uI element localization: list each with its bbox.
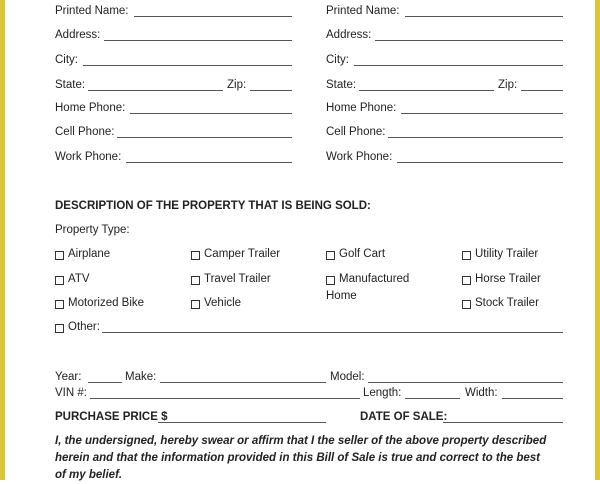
date-of-sale-label: DATE OF SALE: <box>360 411 448 423</box>
model-field[interactable] <box>368 382 563 383</box>
manufactured-home-checkbox[interactable] <box>326 276 335 285</box>
buyer-printed-name-field[interactable] <box>405 16 563 17</box>
buyer-address-label: Address: <box>326 29 372 41</box>
make-label: Make: <box>125 371 157 383</box>
make-field[interactable] <box>160 382 326 383</box>
purchase-price-field[interactable] <box>158 422 326 423</box>
seller-city-label: City: <box>55 54 78 66</box>
length-label: Length: <box>363 387 402 399</box>
buyer-city-label: City: <box>326 54 349 66</box>
seller-work-phone-field[interactable] <box>126 162 292 163</box>
buyer-zip-field[interactable] <box>521 90 563 91</box>
seller-work-phone-label: Work Phone: <box>55 151 122 163</box>
utility-trailer-checkbox[interactable] <box>462 251 471 260</box>
seller-printed-name-field[interactable] <box>134 16 292 17</box>
seller-home-phone-label: Home Phone: <box>55 102 126 114</box>
motorized-bike-checkbox[interactable] <box>55 300 64 309</box>
buyer-cell-phone-label: Cell Phone: <box>326 126 386 138</box>
buyer-printed-name-label: Printed Name: <box>326 5 400 17</box>
seller-cell-phone-label: Cell Phone: <box>55 126 115 138</box>
date-of-sale-field[interactable] <box>443 422 563 423</box>
page-border-right <box>595 0 600 480</box>
year-label: Year: <box>55 371 82 383</box>
manufactured-home-label: Home <box>326 290 357 302</box>
buyer-cell-phone-field[interactable] <box>388 137 563 138</box>
airplane-checkbox[interactable] <box>55 251 64 260</box>
purchase-price-label: PURCHASE PRICE $ <box>55 411 168 423</box>
stock-trailer-checkbox[interactable] <box>462 300 471 309</box>
year-field[interactable] <box>88 382 122 383</box>
seller-zip-label: Zip: <box>227 79 247 91</box>
travel-trailer-checkbox[interactable] <box>191 276 200 285</box>
width-label: Width: <box>465 387 498 399</box>
horse-trailer-checkbox[interactable] <box>462 276 471 285</box>
page-border-left <box>0 0 5 480</box>
width-field[interactable] <box>502 398 563 399</box>
length-field[interactable] <box>405 398 460 399</box>
vehicle-label: Vehicle <box>204 297 242 309</box>
seller-zip-field[interactable] <box>250 90 292 91</box>
travel-trailer-label: Travel Trailer <box>204 273 271 285</box>
airplane-label: Airplane <box>68 248 111 260</box>
property-heading: DESCRIPTION OF THE PROPERTY THAT IS BEING SOLD: <box>55 200 371 212</box>
seller-printed-name-label: Printed Name: <box>55 5 129 17</box>
atv-label: ATV <box>68 273 90 285</box>
seller-state-field[interactable] <box>88 90 223 91</box>
vin-field[interactable] <box>90 398 360 399</box>
buyer-work-phone-field[interactable] <box>397 162 563 163</box>
other-checkbox[interactable] <box>55 324 64 333</box>
property-type-label: Property Type: <box>55 224 130 236</box>
atv-checkbox[interactable] <box>55 276 64 285</box>
manufactured-label: Manufactured <box>339 273 410 285</box>
camper-trailer-label: Camper Trailer <box>204 248 281 260</box>
buyer-home-phone-label: Home Phone: <box>326 102 397 114</box>
horse-trailer-label: Horse Trailer <box>475 273 541 285</box>
seller-home-phone-field[interactable] <box>130 113 292 114</box>
buyer-address-field[interactable] <box>375 40 563 41</box>
vin-label: VIN #: <box>55 387 87 399</box>
motorized-bike-label: Motorized Bike <box>68 297 145 309</box>
other-label: Other: <box>68 321 100 333</box>
seller-cell-phone-field[interactable] <box>117 137 292 138</box>
camper-trailer-checkbox[interactable] <box>191 251 200 260</box>
golf-cart-checkbox[interactable] <box>326 251 335 260</box>
buyer-work-phone-label: Work Phone: <box>326 151 393 163</box>
buyer-state-label: State: <box>326 79 357 91</box>
seller-address-field[interactable] <box>104 40 292 41</box>
golf-cart-label: Golf Cart <box>339 248 386 260</box>
seller-address-label: Address: <box>55 29 101 41</box>
seller-affirmation-statement: I, the undersigned, hereby swear or affirm that I the seller of the above property described herein and that the information provided in this Bill of Sale is true and correct to the best of my belief. <box>55 435 547 481</box>
buyer-state-field[interactable] <box>359 90 494 91</box>
seller-city-field[interactable] <box>83 65 292 66</box>
utility-trailer-label: Utility Trailer <box>475 248 539 260</box>
other-field[interactable] <box>102 332 563 333</box>
vehicle-checkbox[interactable] <box>191 300 200 309</box>
seller-state-label: State: <box>55 79 86 91</box>
model-label: Model: <box>330 371 365 383</box>
stock-trailer-label: Stock Trailer <box>475 297 539 309</box>
buyer-city-field[interactable] <box>354 65 563 66</box>
buyer-home-phone-field[interactable] <box>401 113 563 114</box>
buyer-zip-label: Zip: <box>498 79 518 91</box>
